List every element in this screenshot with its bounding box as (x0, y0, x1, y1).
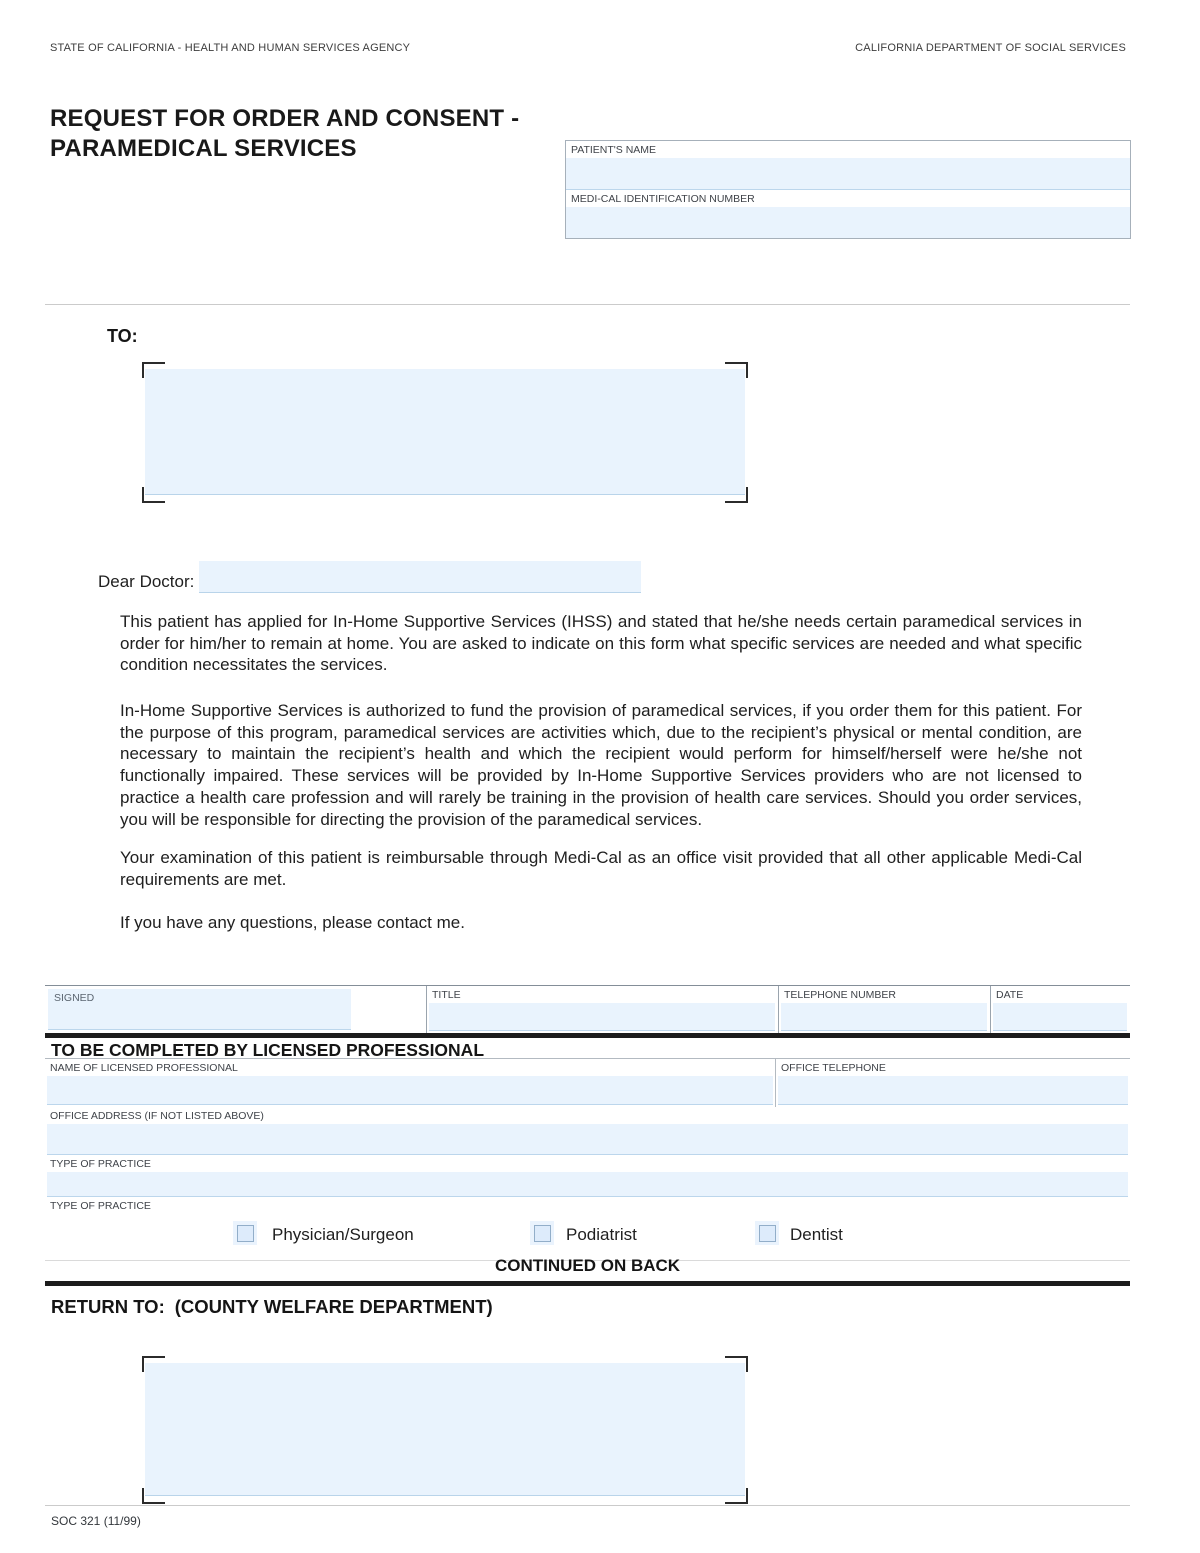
top-divider-rule (45, 304, 1130, 305)
crop-mark-bottom-left (142, 487, 165, 503)
header-agency-left: STATE OF CALIFORNIA - HEALTH AND HUMAN SERVICES AGENCY (50, 42, 411, 54)
type-of-practice-input[interactable] (47, 1172, 1128, 1197)
name-and-phone-row (45, 1058, 1130, 1107)
telephone-cell (779, 986, 989, 1033)
crop-mark-bottom-right (725, 1488, 748, 1504)
form-title-line1: REQUEST FOR ORDER AND CONSENT - (50, 105, 520, 132)
crop-mark-top-right (725, 1356, 748, 1372)
paragraph-4: If you have any questions, please contact me. (120, 913, 465, 932)
form-title-line2: PARAMEDICAL SERVICES (50, 135, 357, 162)
crop-mark-top-left (142, 362, 165, 378)
page-header (50, 42, 1126, 54)
patient-name-row (566, 141, 1130, 190)
dear-doctor-input[interactable] (199, 561, 641, 593)
checkbox-icon (534, 1225, 551, 1242)
medi-cal-id-row (566, 190, 1130, 238)
office-address-row (45, 1107, 1130, 1155)
return-address-input[interactable] (145, 1363, 745, 1496)
type-of-practice-label: TYPE OF PRACTICE (50, 1158, 151, 1170)
professional-name-label: NAME OF LICENSED PROFESSIONAL (50, 1062, 238, 1074)
telephone-label: TELEPHONE NUMBER (784, 989, 897, 1001)
to-address-input[interactable] (145, 369, 745, 495)
to-address-box (142, 362, 748, 503)
checkbox-icon (237, 1225, 254, 1242)
return-address-box (142, 1356, 748, 1504)
heavy-divider-rule (45, 1281, 1130, 1286)
licensed-professional-heading: TO BE COMPLETED BY LICENSED PROFESSIONAL (51, 1040, 485, 1060)
title-input[interactable] (429, 1003, 775, 1031)
dear-doctor-label: Dear Doctor: (98, 572, 195, 591)
physician-surgeon-checkbox[interactable] (233, 1221, 257, 1245)
date-label: DATE (996, 989, 1024, 1001)
form-number: SOC 321 (11/99) (51, 1514, 141, 1528)
date-input[interactable] (993, 1003, 1127, 1031)
professional-name-input[interactable] (47, 1076, 773, 1105)
patient-name-label: PATIENT'S NAME (571, 144, 657, 156)
medi-cal-id-input[interactable] (566, 207, 1130, 238)
paragraph-3: Your examination of this patient is reimbursable through Medi-Cal as an office visit provided that all other applicable Medi-Cal requirements are met. (120, 848, 1082, 889)
patient-info-box (565, 140, 1131, 239)
paragraph-2: In-Home Supportive Services is authorized to fund the provision of paramedical services, if you order them for this patient. For the purpose of this program, paramedical services are activities which, due to the recipient’s physical or mental condition, are necessary to maintain the recipient’s health and which the recipient would perform for himself/herself were he/she not functionally impaired. These services will be provided by In-Home Supportive Services providers who are not licensed to practice a health care profession and will rarely be training in the provision of health care services. Should you order services, you will be responsible for directing the provision of the paramedical services. (120, 701, 1082, 829)
header-agency-right: CALIFORNIA DEPARTMENT OF SOCIAL SERVICES (855, 42, 1126, 54)
title-label: TITLE (432, 989, 461, 1001)
crop-mark-top-right (725, 362, 748, 378)
practice-checkbox-row (45, 1214, 1130, 1261)
office-address-label: OFFICE ADDRESS (IF NOT LISTED ABOVE) (50, 1110, 264, 1122)
continued-on-back-text: CONTINUED ON BACK (494, 1256, 681, 1275)
crop-mark-bottom-left (142, 1488, 165, 1504)
telephone-input[interactable] (781, 1003, 987, 1031)
type-of-practice-row (45, 1155, 1130, 1197)
dentist-checkbox[interactable] (755, 1221, 779, 1245)
title-cell (427, 986, 777, 1033)
to-label: TO: (107, 326, 138, 346)
podiatrist-checkbox[interactable] (530, 1221, 554, 1245)
signature-table (45, 985, 1130, 1038)
paragraph-1: This patient has applied for In-Home Supportive Services (IHSS) and stated that he/she needs certain paramedical services in order for him/her to remain at home. You are asked to indicate on this form what specific services are needed and what specific condition necessitates the services. (120, 612, 1082, 675)
type-of-practice-label-2: TYPE OF PRACTICE (50, 1200, 151, 1212)
professional-name-cell (45, 1059, 776, 1107)
return-to-label: RETURN TO: (51, 1296, 165, 1317)
licensed-professional-section (45, 1058, 1130, 1261)
medi-cal-id-label: MEDI-CAL IDENTIFICATION NUMBER (571, 193, 755, 205)
office-address-input[interactable] (47, 1124, 1128, 1155)
county-welfare-label: (COUNTY WELFARE DEPARTMENT) (174, 1296, 493, 1317)
dentist-label: Dentist (790, 1225, 843, 1244)
crop-mark-top-left (142, 1356, 165, 1372)
office-telephone-label: OFFICE TELEPHONE (781, 1062, 886, 1074)
patient-name-input[interactable] (566, 158, 1130, 190)
checkbox-icon (759, 1225, 776, 1242)
form-title (50, 104, 519, 164)
physician-surgeon-label: Physician/Surgeon (272, 1225, 414, 1244)
crop-mark-bottom-right (725, 487, 748, 503)
footer-divider-rule (45, 1505, 1130, 1506)
office-telephone-cell (776, 1059, 1130, 1107)
podiatrist-label: Podiatrist (566, 1225, 637, 1244)
date-cell (991, 986, 1129, 1033)
signed-input[interactable]: SIGNED (48, 989, 351, 1030)
office-telephone-input[interactable] (778, 1076, 1128, 1105)
return-to-heading (51, 1296, 493, 1318)
